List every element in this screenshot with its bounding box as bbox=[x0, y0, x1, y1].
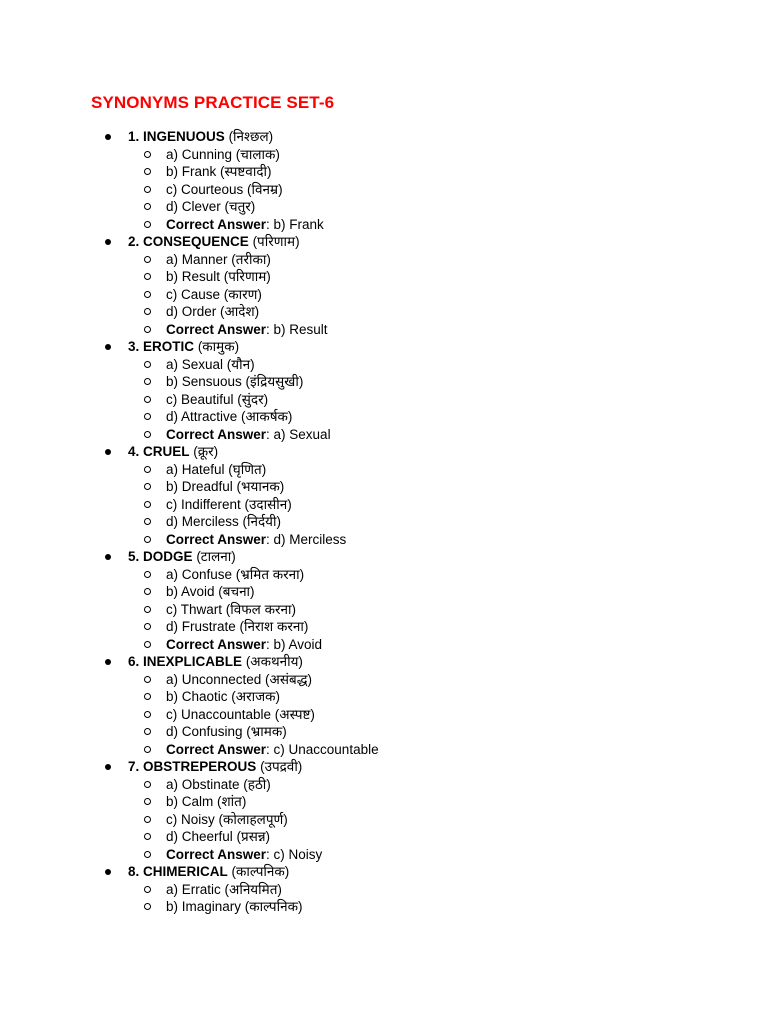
question-item bbox=[0, 338, 768, 443]
question-hindi: (कामुक) bbox=[197, 339, 240, 354]
bullet-dot-icon bbox=[105, 869, 111, 875]
bullet-dot-icon bbox=[105, 764, 111, 770]
bullet-circle-icon bbox=[144, 886, 151, 893]
question-item bbox=[0, 548, 768, 653]
bullet-circle-icon bbox=[144, 361, 151, 368]
option-item bbox=[0, 706, 768, 724]
option-text: b) Chaotic (अराजक) bbox=[166, 689, 280, 704]
question-number: 1. bbox=[128, 129, 140, 144]
option-text: c) Beautiful (सुंदर) bbox=[166, 391, 269, 407]
option-text: a) Confuse (भ्रमित करना) bbox=[166, 566, 305, 582]
bullet-circle-icon bbox=[144, 466, 151, 473]
bullet-circle-icon bbox=[144, 203, 151, 210]
option-text: b) Result (परिणाम) bbox=[166, 269, 271, 284]
question-item bbox=[0, 233, 768, 338]
question-number: 7. bbox=[128, 759, 140, 774]
option-text: c) Noisy (कोलाहलपूर्ण) bbox=[166, 811, 288, 827]
option-text: c) Courteous (विनम्र) bbox=[166, 181, 283, 197]
option-list bbox=[0, 356, 768, 444]
option-text: d) Attractive (आकर्षक) bbox=[166, 409, 293, 424]
question-line bbox=[0, 443, 768, 461]
question-number: 5. bbox=[128, 549, 140, 564]
question-word: INEXPLICABLE bbox=[143, 654, 243, 669]
question-hindi: (निश्छल) bbox=[228, 129, 274, 144]
bullet-circle-icon bbox=[144, 256, 151, 263]
option-item bbox=[0, 723, 768, 741]
option-item bbox=[0, 268, 768, 286]
bullet-circle-icon bbox=[144, 413, 151, 420]
bullet-dot-icon bbox=[105, 344, 111, 350]
option-text: d) Order (आदेश) bbox=[166, 304, 260, 319]
option-text: c) Indifferent (उदासीन) bbox=[166, 496, 292, 512]
option-text: d) Frustrate (निराश करना) bbox=[166, 619, 309, 634]
correct-answer-label: Correct Answer bbox=[166, 321, 267, 337]
bullet-circle-icon bbox=[144, 781, 151, 788]
option-item bbox=[0, 618, 768, 636]
option-text: a) Obstinate (हठी) bbox=[166, 776, 271, 792]
question-word: CHIMERICAL bbox=[143, 864, 228, 879]
bullet-circle-icon bbox=[144, 833, 151, 840]
question-number: 3. bbox=[128, 339, 140, 354]
question-number: 2. bbox=[128, 234, 140, 249]
question-line bbox=[0, 338, 768, 356]
correct-answer-value: : b) Avoid bbox=[266, 636, 323, 652]
option-item bbox=[0, 566, 768, 584]
question-item bbox=[0, 443, 768, 548]
bullet-circle-icon bbox=[144, 711, 151, 718]
option-item bbox=[0, 776, 768, 794]
question-hindi: (क्रूर) bbox=[193, 444, 219, 459]
question-line bbox=[0, 758, 768, 776]
question-item bbox=[0, 128, 768, 233]
option-item bbox=[0, 286, 768, 304]
option-item bbox=[0, 408, 768, 426]
option-item bbox=[0, 688, 768, 706]
question-hindi: (अकथनीय) bbox=[245, 654, 303, 669]
question-hindi: (उपद्रवी) bbox=[260, 759, 303, 774]
option-list bbox=[0, 776, 768, 864]
bullet-circle-icon bbox=[144, 378, 151, 385]
option-item bbox=[0, 391, 768, 409]
question-word: DODGE bbox=[143, 549, 193, 564]
bullet-circle-icon bbox=[144, 186, 151, 193]
bullet-dot-icon bbox=[105, 659, 111, 665]
bullet-circle-icon bbox=[144, 606, 151, 613]
option-text: b) Calm (शांत) bbox=[166, 794, 247, 809]
option-item bbox=[0, 478, 768, 496]
question-hindi: (काल्पनिक) bbox=[231, 864, 290, 879]
option-text: d) Merciless (निर्दयी) bbox=[166, 514, 281, 529]
question-word: OBSTREPEROUS bbox=[143, 759, 257, 774]
option-text: c) Unaccountable (अस्पष्ट) bbox=[166, 706, 315, 722]
bullet-circle-icon bbox=[144, 326, 151, 333]
correct-answer-label: Correct Answer bbox=[166, 216, 267, 232]
bullet-circle-icon bbox=[144, 151, 151, 158]
bullet-circle-icon bbox=[144, 291, 151, 298]
option-item bbox=[0, 373, 768, 391]
bullet-circle-icon bbox=[144, 623, 151, 630]
bullet-circle-icon bbox=[144, 536, 151, 543]
bullet-circle-icon bbox=[144, 746, 151, 753]
bullet-circle-icon bbox=[144, 676, 151, 683]
bullet-circle-icon bbox=[144, 518, 151, 525]
question-list bbox=[0, 128, 768, 916]
option-list bbox=[0, 461, 768, 549]
bullet-dot-icon bbox=[105, 134, 111, 140]
option-text: a) Manner (तरीका) bbox=[166, 251, 271, 267]
correct-answer-item bbox=[0, 636, 768, 654]
bullet-circle-icon bbox=[144, 501, 151, 508]
bullet-circle-icon bbox=[144, 221, 151, 228]
question-hindi: (टालना) bbox=[196, 549, 236, 564]
option-item bbox=[0, 898, 768, 916]
option-text: b) Frank (स्पष्टवादी) bbox=[166, 164, 272, 179]
option-list bbox=[0, 566, 768, 654]
option-item bbox=[0, 881, 768, 899]
option-item bbox=[0, 601, 768, 619]
question-word: CONSEQUENCE bbox=[143, 234, 249, 249]
bullet-dot-icon bbox=[105, 554, 111, 560]
option-text: d) Clever (चतुर) bbox=[166, 199, 256, 214]
correct-answer-item bbox=[0, 846, 768, 864]
question-number: 4. bbox=[128, 444, 140, 459]
correct-answer-label: Correct Answer bbox=[166, 741, 267, 757]
bullet-circle-icon bbox=[144, 728, 151, 735]
correct-answer-label: Correct Answer bbox=[166, 636, 267, 652]
bullet-circle-icon bbox=[144, 396, 151, 403]
option-item bbox=[0, 583, 768, 601]
correct-answer-value: : c) Unaccountable bbox=[266, 741, 379, 757]
option-item bbox=[0, 671, 768, 689]
correct-answer-value: : b) Frank bbox=[266, 216, 324, 232]
option-item bbox=[0, 303, 768, 321]
option-text: a) Erratic (अनियमित) bbox=[166, 881, 282, 897]
option-text: a) Cunning (चालाक) bbox=[166, 146, 280, 162]
correct-answer-label: Correct Answer bbox=[166, 846, 267, 862]
bullet-dot-icon bbox=[105, 239, 111, 245]
question-word: CRUEL bbox=[143, 444, 190, 459]
option-item bbox=[0, 811, 768, 829]
bullet-circle-icon bbox=[144, 483, 151, 490]
correct-answer-value: : c) Noisy bbox=[266, 846, 323, 862]
bullet-circle-icon bbox=[144, 851, 151, 858]
correct-answer-value: : a) Sexual bbox=[266, 426, 331, 442]
option-item bbox=[0, 513, 768, 531]
question-line bbox=[0, 128, 768, 146]
correct-answer-value: : b) Result bbox=[266, 321, 328, 337]
option-text: b) Imaginary (काल्पनिक) bbox=[166, 899, 303, 914]
correct-answer-item bbox=[0, 741, 768, 759]
option-item bbox=[0, 163, 768, 181]
option-text: a) Unconnected (असंबद्ध) bbox=[166, 671, 312, 687]
option-text: c) Thwart (विफल करना) bbox=[166, 601, 296, 617]
bullet-circle-icon bbox=[144, 168, 151, 175]
option-text: c) Cause (कारण) bbox=[166, 286, 262, 302]
bullet-circle-icon bbox=[144, 431, 151, 438]
correct-answer-item bbox=[0, 321, 768, 339]
option-list bbox=[0, 146, 768, 234]
question-item bbox=[0, 758, 768, 863]
option-text: b) Sensuous (इंद्रियसुखी) bbox=[166, 374, 304, 389]
question-number: 8. bbox=[128, 864, 140, 879]
option-item bbox=[0, 198, 768, 216]
question-item bbox=[0, 863, 768, 916]
correct-answer-item bbox=[0, 216, 768, 234]
correct-answer-value: : d) Merciless bbox=[266, 531, 347, 547]
option-item bbox=[0, 496, 768, 514]
correct-answer-label: Correct Answer bbox=[166, 426, 267, 442]
option-text: d) Confusing (भ्रामक) bbox=[166, 724, 287, 739]
option-text: a) Sexual (यौन) bbox=[166, 356, 255, 372]
option-text: d) Cheerful (प्रसन्न) bbox=[166, 829, 271, 844]
question-word: INGENUOUS bbox=[143, 129, 225, 144]
question-line bbox=[0, 548, 768, 566]
bullet-circle-icon bbox=[144, 273, 151, 280]
option-text: a) Hateful (घृणित) bbox=[166, 461, 267, 477]
page-title: SYNONYMS PRACTICE SET-6 bbox=[91, 93, 335, 112]
option-item bbox=[0, 793, 768, 811]
question-number: 6. bbox=[128, 654, 140, 669]
option-item bbox=[0, 828, 768, 846]
correct-answer-item bbox=[0, 531, 768, 549]
question-line bbox=[0, 233, 768, 251]
option-list bbox=[0, 671, 768, 759]
option-item bbox=[0, 356, 768, 374]
bullet-dot-icon bbox=[105, 449, 111, 455]
option-text: b) Dreadful (भयानक) bbox=[166, 479, 285, 494]
bullet-circle-icon bbox=[144, 816, 151, 823]
question-word: EROTIC bbox=[143, 339, 195, 354]
bullet-circle-icon bbox=[144, 308, 151, 315]
correct-answer-item bbox=[0, 426, 768, 444]
question-line bbox=[0, 863, 768, 881]
bullet-circle-icon bbox=[144, 588, 151, 595]
question-hindi: (परिणाम) bbox=[252, 234, 300, 249]
option-item bbox=[0, 461, 768, 479]
correct-answer-label: Correct Answer bbox=[166, 531, 267, 547]
bullet-circle-icon bbox=[144, 903, 151, 910]
bullet-circle-icon bbox=[144, 798, 151, 805]
option-list bbox=[0, 881, 768, 916]
option-list bbox=[0, 251, 768, 339]
option-text: b) Avoid (बचना) bbox=[166, 584, 255, 599]
bullet-circle-icon bbox=[144, 571, 151, 578]
bullet-circle-icon bbox=[144, 693, 151, 700]
question-item bbox=[0, 653, 768, 758]
option-item bbox=[0, 251, 768, 269]
bullet-circle-icon bbox=[144, 641, 151, 648]
option-item bbox=[0, 146, 768, 164]
option-item bbox=[0, 181, 768, 199]
question-line bbox=[0, 653, 768, 671]
